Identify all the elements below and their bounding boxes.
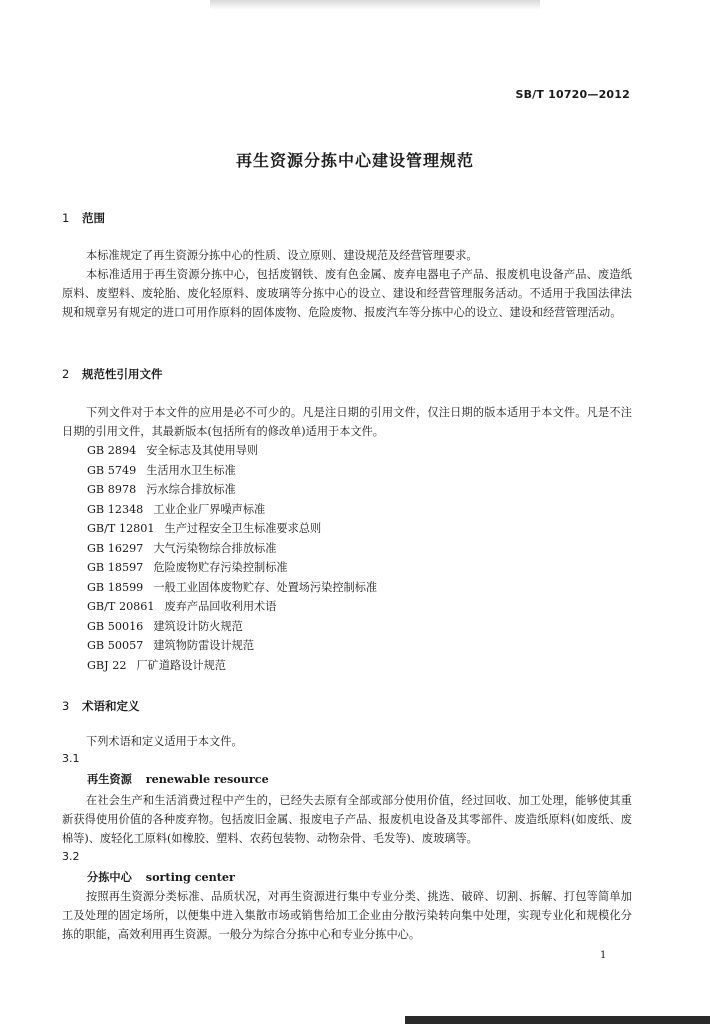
standard-code: SB/T 10720—2012 xyxy=(515,88,630,101)
reference-item xyxy=(87,617,377,637)
section-3-heading xyxy=(62,698,140,714)
term-number: 3.2 xyxy=(62,850,80,863)
section-number: 2 xyxy=(62,367,70,381)
reference-name: 生活用水卫生标准 xyxy=(146,463,236,477)
term-definition: 按照再生资源分类标准、品质状况，对再生资源进行集中专业分类、挑选、破碎、切割、拆解、打包等简单加工及处理的固定场所，以便集中进入集散市场或销售给加工企业由分散污染转向集中处理，实现专业化和规模化分拣的职能，高效利用再生资源。一般分为综合分拣中心和专业分拣中心。 xyxy=(62,890,632,941)
reference-name: 工业企业厂界噪声标准 xyxy=(153,502,266,516)
reference-item xyxy=(87,578,377,598)
term-chinese: 分拣中心 xyxy=(87,870,132,884)
reference-name: 厂矿道路设计规范 xyxy=(136,658,226,672)
reference-item xyxy=(87,500,377,520)
section-1-heading xyxy=(62,210,105,226)
term-definition: 在社会生产和生活消费过程中产生的，已经失去原有全部或部分使用价值，经过回收、加工处理，能够使其重新获得使用价值的各种废弃物。包括废旧金属、报废电子产品、报废机电设备及其零部件、废造纸原料(如废纸、废棉等)、废轻化工原料(如橡胶、塑料、农药包装物、动物杂骨、毛发等)、废玻璃等。 xyxy=(62,794,632,845)
normative-references-list xyxy=(87,441,377,675)
reference-code: GB 8978 xyxy=(87,483,137,496)
section-title: 规范性引用文件 xyxy=(82,367,163,381)
reference-code: GB 50016 xyxy=(87,619,144,633)
term-heading xyxy=(87,771,269,787)
page-number: 1 xyxy=(600,950,607,961)
term-number: 3.1 xyxy=(62,752,80,765)
reference-code: GB 12348 xyxy=(87,502,144,516)
reference-item xyxy=(87,597,377,617)
reference-item xyxy=(87,656,377,676)
reference-item xyxy=(87,539,377,559)
section-number: 3 xyxy=(62,699,70,713)
term-english: renewable resource xyxy=(145,772,269,786)
section-title: 术语和定义 xyxy=(82,699,140,713)
reference-name: 危险废物贮存污染控制标准 xyxy=(153,561,288,574)
reference-item xyxy=(87,461,377,481)
reference-name: 大气污染物综合排放标准 xyxy=(153,541,277,555)
reference-name: 一般工业固体废物贮存、处置场污染控制标准 xyxy=(153,580,378,594)
term-chinese: 再生资源 xyxy=(87,772,132,786)
reference-code: GB/T 12801 xyxy=(87,522,155,535)
reference-code: GB/T 20861 xyxy=(87,600,155,613)
section-2-paragraph-1: 下列文件对于本文件的应用是必不可少的。凡是注日期的引用文件，仅注日期的版本适用于本文件。凡是不注日期的引用文件，其最新版本(包括所有的修改单)适用于本文件。 xyxy=(62,406,632,438)
scan-artifact-bottom xyxy=(405,1016,710,1024)
section-1-paragraph-1: 本标准规定了再生资源分拣中心的性质、设立原则、建设规范及经营管理要求。 xyxy=(86,249,478,262)
section-title: 范围 xyxy=(82,211,105,225)
reference-code: GBJ 22 xyxy=(87,658,127,672)
term-heading xyxy=(87,869,235,885)
scan-artifact-top xyxy=(210,0,540,10)
section-1-paragraph-2: 本标准适用于再生资源分拣中心，包括废钢铁、废有色金属、废弃电器电子产品、报废机电设备产品、废造纸原料、废塑料、废轮胎、废化轻原料、废玻璃等分拣中心的设立、建设和经营管理服务活动。不适用于我国法律法规和规章另有规定的进口可用作原料的固体废物、危险废物、报废汽车等分拣中心的设立、建设和经营管理活动。 xyxy=(62,268,632,319)
reference-item xyxy=(87,480,377,500)
reference-code: GB 18599 xyxy=(87,580,144,594)
reference-item xyxy=(87,519,377,539)
reference-code: GB 18597 xyxy=(87,561,144,574)
section-3-paragraph-1: 下列术语和定义适用于本文件。 xyxy=(86,735,243,748)
reference-name: 建筑设计防火规范 xyxy=(153,619,243,633)
reference-item xyxy=(87,441,377,461)
reference-name: 建筑物防雷设计规范 xyxy=(153,639,255,652)
reference-name: 安全标志及其使用导则 xyxy=(146,444,259,457)
reference-code: GB 16297 xyxy=(87,541,144,555)
reference-item xyxy=(87,558,377,578)
reference-code: GB 2894 xyxy=(87,444,137,457)
section-2-heading xyxy=(62,366,163,382)
term-english: sorting center xyxy=(145,870,235,884)
reference-code: GB 50057 xyxy=(87,639,144,652)
reference-item xyxy=(87,636,377,656)
section-number: 1 xyxy=(62,211,70,225)
document-title: 再生资源分拣中心建设管理规范 xyxy=(235,151,474,170)
reference-name: 废弃产品回收利用术语 xyxy=(164,600,277,613)
reference-name: 污水综合排放标准 xyxy=(146,483,236,496)
reference-code: GB 5749 xyxy=(87,463,137,477)
reference-name: 生产过程安全卫生标准要求总则 xyxy=(164,522,322,535)
